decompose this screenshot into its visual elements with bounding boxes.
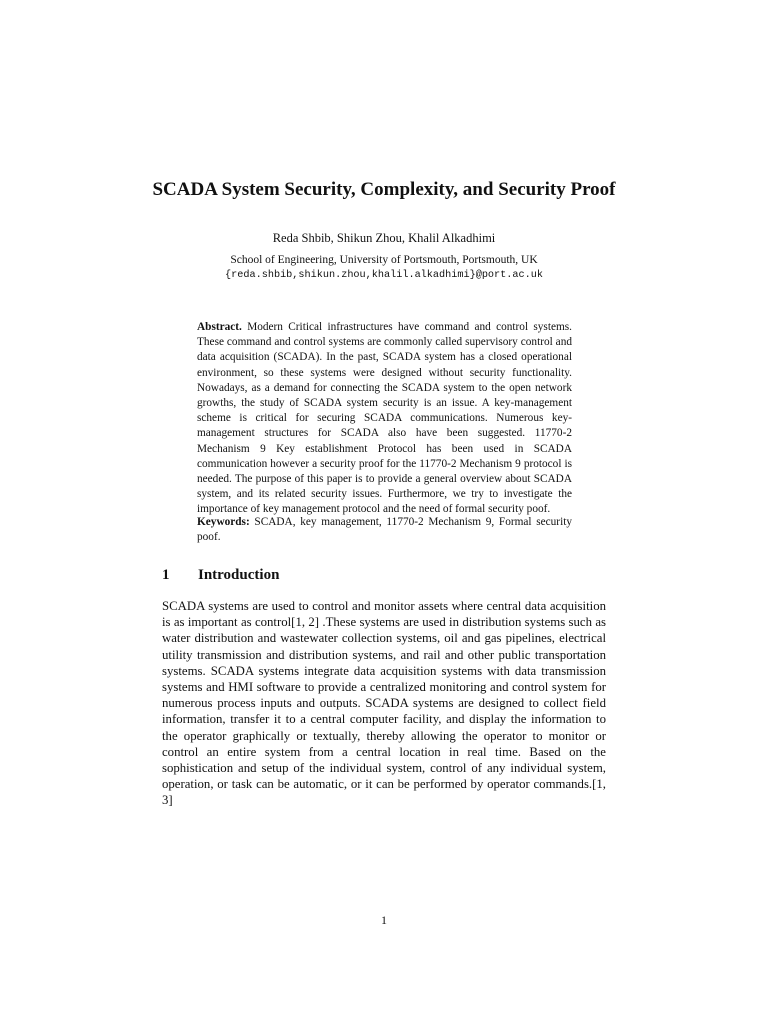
section-heading [162,566,279,584]
section-title: Introduction [198,567,280,583]
keywords-block [197,515,572,545]
abstract-block [197,320,572,518]
author-email: {reda.shbib,shikun.zhou,khalil.alkadhimi}@port.ac.uk [225,270,543,281]
keywords-text: SCADA, key management, 11770-2 Mechanism 9, Formal security poof. [197,516,572,544]
author-affiliation: School of Engineering, University of Portsmouth, Portsmouth, UK [230,254,538,266]
paper-title: SCADA System Security, Complexity, and Security Proof [152,179,616,200]
keywords-label: Keywords: [197,516,250,528]
abstract-text: Modern Critical infrastructures have command and control systems. These command and control systems are commonly called supervisory control and data acquisition (SCADA). In the past, SCADA system has a closed operational environment, so these systems were designed without security functionality. Nowadays, as a demand for connecting the SCADA system to the open network growths, the study of SCADA system security is an issue. A key-management scheme is critical for securing SCADA communications. Numerous key-management structures for SCADA also have been suggested. 11770-2 Mechanism 9 Key establishment Protocol has been used in SCADA communication however a security proof for the 11770-2 Mechanism 9 protocol is needed. The purpose of this paper is to provide a general overview about SCADA system, and its related security issues. Furthermore, we try to investigate the importance of key management protocol and the need of formal security poof. [197,321,572,516]
page-number: 1 [381,913,387,927]
section-number: 1 [162,567,170,583]
intro-paragraph: SCADA systems are used to control and monitor assets where central data acquisition is as important as control[1, 2] .These systems are used in distribution systems such as water distribution and wastewater collection systems, oil and gas pipelines, electrical utility transmission and distribution systems, and rail and other public transportation systems. SCADA systems integrate data acquisition systems with data transmission systems and HMI software to provide a centralized monitoring and control system for numerous process inputs and outputs. SCADA systems are designed to collect field information, transfer it to a central computer facility, and display the information to the operator graphically or textually, thereby allowing the operator to monitor or control an entire system from a central location in real time. Based on the sophistication and setup of the individual system, control of any individual system, operation, or task can be automatic, or it can be performed by operator commands.[1, 3] [162,599,606,808]
author-list: Reda Shbib, Shikun Zhou, Khalil Alkadhimi [272,231,496,245]
abstract-label: Abstract. [197,321,242,333]
